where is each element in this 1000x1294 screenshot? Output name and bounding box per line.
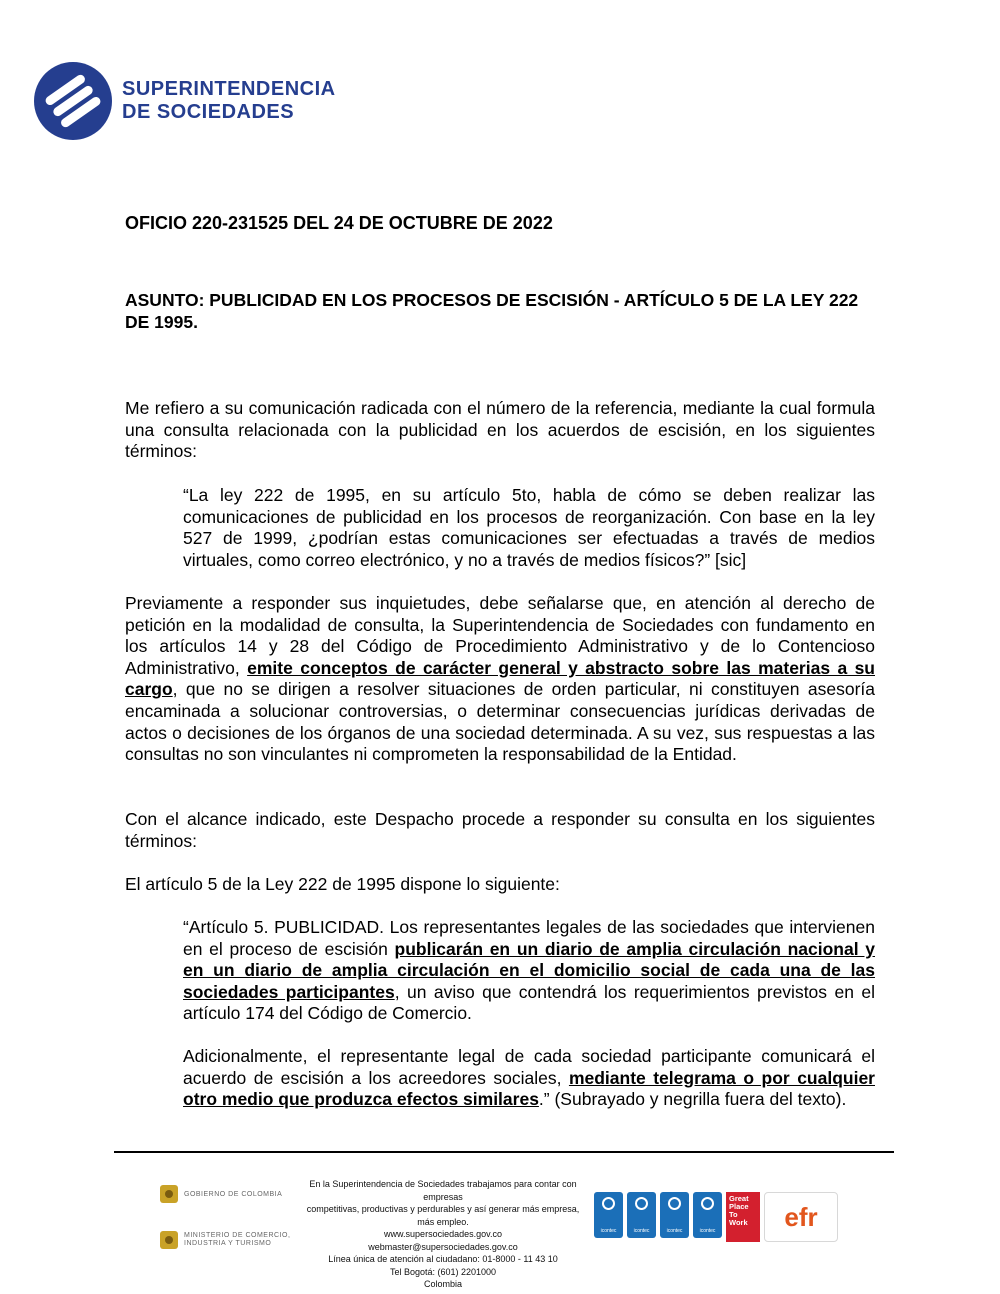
previo-text-2: , que no se dirigen a resolver situaciones de orden particular, ni constituyen asesoría encaminada a solucionar controversias, o determinar consecuencias jurídicas derivadas de actos o decisiones de los órganos de una sociedad determinada. A su vez, sus respuestas a las consultas no son vinculantes ni comprometen la responsabilidad de la Entidad. — [125, 679, 875, 765]
colombia-crest-icon — [160, 1231, 178, 1249]
articulo-quote-1 — [183, 917, 875, 1025]
colombia-crest-icon — [160, 1185, 178, 1203]
efr-badge-icon — [764, 1192, 838, 1242]
art-q2-text-b: .” (Subrayado y negrilla fuera del texto). — [538, 1089, 847, 1110]
cert-label: icontec — [699, 1228, 716, 1234]
art-q2-text-a: Adicionalmente, el representante legal de cada sociedad participante comunicará el acuerdo de escisión a los acreedores sociales, — [183, 1046, 875, 1088]
footer-country: Colombia — [423, 1279, 463, 1289]
gobierno-logo — [160, 1185, 282, 1203]
art-q1-text-b: , un aviso que contendrá los requerimientos previstos en el artículo 174 del Código de Comercio. — [183, 981, 875, 1024]
icontec-seal-icon — [627, 1192, 656, 1238]
footer-line-mission-2: competitivas, productivas y perdurables y así generar más empresa, más empleo. — [306, 1204, 580, 1227]
footer-phone-line: Línea única de atención al ciudadano: 01-8000 - 11 43 10 — [328, 1254, 558, 1264]
logo-mark-icon — [34, 62, 112, 140]
footer-website-link[interactable]: www.supersociedades.gov.co — [384, 1229, 502, 1239]
art-q1-text-a: “Artículo 5. PUBLICIDAD. Los representantes legales de las sociedades que intervienen en el proceso de escisión — [183, 917, 875, 959]
gptw-badge-icon: Great Place To Work — [726, 1192, 760, 1242]
icontec-seal-icon — [660, 1192, 689, 1238]
icontec-seal-icon — [594, 1192, 623, 1238]
gobierno-label: GOBIERNO DE COLOMBIA — [184, 1190, 283, 1198]
ministerio-logo — [160, 1231, 290, 1249]
footer-divider — [114, 1151, 894, 1153]
ministerio-label — [184, 1232, 290, 1248]
art-q1-emphasis: publicarán en un diario de amplia circulación nacional y en un diario de amplia circulación en el domicilio social de cada una de las sociedades participantes — [183, 938, 875, 1002]
ministerio-label-line2: INDUSTRIA Y TURISMO — [184, 1240, 272, 1247]
org-name-line2: DE SOCIEDADES — [122, 101, 295, 123]
org-name-line1: SUPERINTENDENCIA — [122, 78, 336, 100]
document-reference: OFICIO 220-231525 DEL 24 DE OCTUBRE DE 2022 — [125, 213, 553, 233]
footer-email-link[interactable]: webmaster@supersociedades.gov.co — [368, 1241, 518, 1252]
footer-line-mission-1: En la Superintendencia de Sociedades trabajamos para contar con empresas — [309, 1179, 577, 1202]
cert-label: icontec — [666, 1228, 683, 1234]
intro-paragraph: Me refiero a su comunicación radicada con el número de la referencia, mediante la cual formula una consulta relacionada con la publicidad en los acuerdos de escisión, en los siguientes términos: — [125, 398, 875, 462]
certification-badges — [594, 1192, 838, 1242]
articulo-intro: El artículo 5 de la Ley 222 de 1995 dispone lo siguiente: — [125, 874, 560, 894]
document-subject: ASUNTO: PUBLICIDAD EN LOS PROCESOS DE ESCISIÓN - ARTÍCULO 5 DE LA LEY 222 DE 1995. — [125, 290, 859, 332]
consulta-quote: “La ley 222 de 1995, en su artículo 5to, habla de cómo se deben realizar las comunicaciones de publicidad en los procesos de reorganización. Con base en la ley 527 de 1999, ¿podrían estas comunicaciones ser efectuadas a través de medios virtuales, como correo electrónico, y no a través de medios físicos?” [sic] — [183, 485, 875, 570]
footer-contact-info — [298, 1178, 588, 1291]
icontec-seal-icon — [693, 1192, 722, 1238]
ministerio-label-line1: MINISTERIO DE COMERCIO, — [184, 1232, 291, 1239]
cert-label: icontec — [600, 1228, 617, 1234]
org-name — [122, 78, 336, 124]
art-q2-emphasis: mediante telegrama o por cualquier otro medio que produzca efectos similares — [183, 1067, 875, 1110]
previo-paragraph — [125, 593, 875, 766]
alcance-paragraph: Con el alcance indicado, este Despacho procede a responder su consulta en los siguientes términos: — [125, 809, 875, 851]
efr-text: efr — [784, 1202, 818, 1232]
previo-text-1: Previamente a responder sus inquietudes, debe señalarse que, en atención al derecho de petición en la modalidad de consulta, la Superintendencia de Sociedades con fundamento en los artículos 14 y 28 del Código de Procedimiento Administrativo y de lo Contencioso Administrativo, — [125, 593, 875, 678]
footer-tel-bogota: Tel Bogotá: (601) 2201000 — [389, 1266, 497, 1277]
cert-label: icontec — [633, 1228, 650, 1234]
previo-emphasis: emite conceptos de carácter general y abstracto sobre las materias a su cargo — [125, 657, 875, 700]
articulo-quote-2 — [183, 1046, 875, 1111]
